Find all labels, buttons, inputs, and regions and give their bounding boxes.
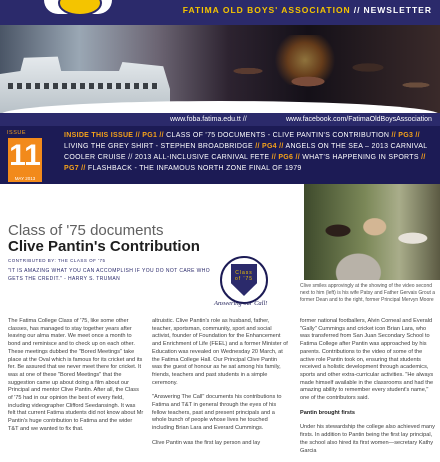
toc-page: // PG4 // bbox=[255, 143, 284, 150]
body-paragraph: Under his stewardship the college also achieved many firsts. In addition to Pantin being the first lay principal, the school also hired its first women—secretary Kathy Garcia bbox=[300, 424, 435, 454]
body-paragraph: altruistic. Clive Pantin's role as husband, father, teacher, sportsman, community, sport and social activist, founder of Foundation for the Enhancement and Enrichment of Life (FEEL) and a former Minister of Education was revealed on Wednesday 20 March, at the Fatima College Hall. Our Principal Clive Pantin was the guest of honour as he sat among his family, friends, teachers and past students in a simple ceremony. bbox=[152, 318, 288, 386]
body-paragraph: Clive Pantin was the first lay person and lay bbox=[152, 439, 261, 446]
photo-caption: Clive smiles approvingly at the showing of the video second next to him (left) is his wife Patsy and Father Gervais Grout a former Dean and to the right, former Principal Mervyn Moore bbox=[300, 283, 436, 303]
toc-heading: INSIDE THIS ISSUE bbox=[64, 132, 134, 139]
section-name: NEWSLETTER bbox=[363, 5, 432, 15]
website-link[interactable]: www.foba.fatima.edu.tt // bbox=[170, 116, 247, 123]
article-quote: "IT IS AMAZING WHAT YOU CAN ACCOMPLISH IF YOU DO NOT CARE WHO GETS THE CREDIT." - HARRY S. TRUMAN bbox=[8, 268, 211, 282]
issue-label: ISSUE bbox=[7, 130, 27, 136]
toc-entry-title[interactable]: WHAT'S HAPPENING IN SPORTS bbox=[302, 154, 419, 161]
toc-entry-title[interactable]: LIVING THE GREY SHIRT - STEPHEN BROADBRIDGE bbox=[64, 143, 253, 150]
issue-contents-strip bbox=[0, 126, 440, 184]
hero-photo-collage bbox=[0, 25, 440, 113]
toc-page: // PG1 // bbox=[135, 132, 164, 139]
body-paragraph: The Fatima College Class of '75, like some other classes, has managed to stay together years after leaving our alma mater. We meet once a month to bond and reminisce and to check up on each other. These meetings dubbed the "Bored Meetings" take place at the Oval which is famous for its cricket and its fer. Be assured that we never meet there for cricket. It was at one of these "Bored Meetings" that the suggestion came up about doing a film about our Principal and mentor Clive Pantin. After all, the Class of '75 had in our opinion the best of every field, including videographer Clifford Seedansingh. It was felt that current Fatima students did not know about Mr Pantin's huge contribution to Fatima and the wider T&T and we wanted to fix that. bbox=[8, 318, 144, 432]
facebook-link[interactable]: www.facebook.com/FatimaOldBoysAssociation bbox=[286, 116, 432, 123]
body-paragraph: "Answering The Call" documents his contributions to Fatima and T&T in general through the eyes of his fellow teachers, past and present principals and a whole bunch of people whose lives he touched including Brian Lara and Everard Cummings. bbox=[152, 394, 282, 432]
url-bar bbox=[0, 113, 440, 126]
article-column-1 bbox=[8, 318, 144, 441]
table-of-contents bbox=[64, 130, 436, 174]
toc-entry-title[interactable]: ANGELS ON THE SEA – 2013 CARNIVAL COOLER CRUISE // 2013 ALL-INCLUSIVE CARNIVAL FETE bbox=[64, 143, 428, 161]
masthead-title bbox=[183, 5, 432, 15]
event-photo bbox=[304, 184, 440, 280]
org-name: FATIMA OLD BOYS' ASSOCIATION bbox=[182, 5, 351, 15]
toc-page: // PG7 // bbox=[64, 154, 426, 172]
boat-deck-detail bbox=[8, 83, 158, 89]
article-contributor: CONTRIBUTED BY: THE CLASS OF '75 bbox=[8, 258, 106, 263]
toc-entry-title[interactable]: FLASHBACK - THE INFAMOUS NORTH ZONE FINAL OF 1979 bbox=[87, 165, 302, 172]
issue-date: MAY 2013 bbox=[14, 176, 36, 181]
photo-audience bbox=[304, 204, 440, 280]
section-subhead: Pantin brought firsts bbox=[300, 409, 356, 416]
toc-page: // PG3 // bbox=[391, 132, 420, 139]
issue-number: 11 bbox=[9, 139, 41, 172]
class-crest bbox=[220, 256, 268, 304]
article-kicker: Class of '75 documents bbox=[8, 222, 164, 239]
crest-tagline: Answering our Call! bbox=[214, 300, 268, 307]
issue-number-box bbox=[8, 138, 42, 182]
article-column-2 bbox=[152, 318, 288, 455]
article-column-3 bbox=[300, 318, 436, 462]
toc-entry-title[interactable]: CLASS OF '75 DOCUMENTS - CLIVE PANTIN'S CONTRIBUTION bbox=[166, 132, 390, 139]
crest-label: Class of '75 bbox=[234, 270, 254, 282]
masthead bbox=[0, 0, 440, 25]
toc-page: // PG6 // bbox=[271, 154, 300, 161]
article-headline: Clive Pantin's Contribution bbox=[8, 238, 200, 255]
title-separator: // bbox=[353, 5, 361, 15]
body-paragraph: former national footballers, Alvin Corneal and Everald "Gally" Cummings and cricket icon Brian Lara, who was transferred from San Juan Secondary School to Fatima College after Pantin was approached by his parents. Contributions to the video of some of the active role Pantin took on, ensuring that students received a holistic development through academics, sports and other extra-curricular activities. "He always made himself available in the classrooms and had the amazing ability to remember every student's name," one of the contributors said. bbox=[300, 318, 434, 402]
